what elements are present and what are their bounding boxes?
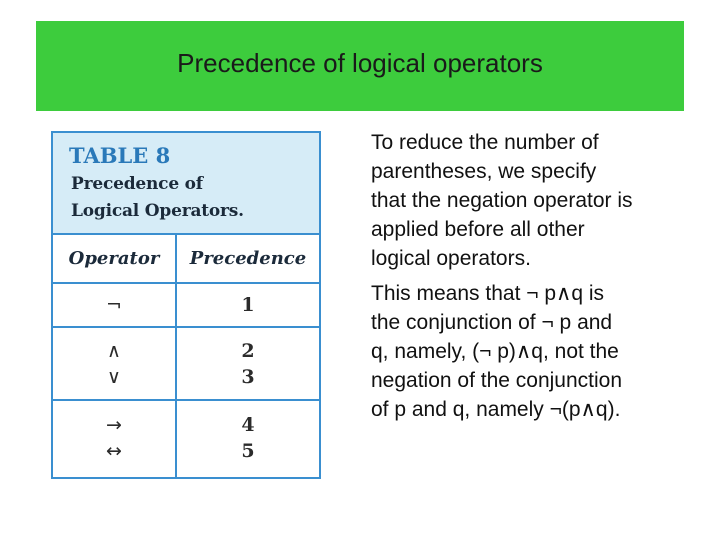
explanation-text [371,128,691,424]
table-caption [71,171,311,225]
column-header-precedence: Precedence [189,248,307,269]
precedence-value: 3 [241,366,255,388]
conjunction-icon: ∧ [107,340,121,362]
table-row-group [53,328,319,401]
precedence-value: 1 [241,294,255,316]
precedence-value: 4 [241,414,255,436]
table-row-group [53,401,319,479]
paragraph-example [371,279,691,424]
negation-icon: ¬ [106,294,122,316]
text-line: parentheses, we specify [371,160,597,183]
paragraph-negation-rule [371,128,691,273]
biconditional-icon: ↔ [106,440,122,462]
text-line: This means that ¬ p∧q is [371,282,605,305]
table-caption-line-2: Logical Operators. [71,201,244,221]
text-line: negation of the conjunction [371,369,623,392]
text-line: q, namely, (¬ p)∧q, not the [371,340,619,363]
text-line: the conjunction of ¬ p and [371,311,613,334]
table-header [53,133,319,235]
precedence-value: 5 [241,440,255,462]
table-caption-line-1: Precedence of [71,174,203,194]
text-line: applied before all other [371,218,585,241]
text-line: logical operators. [371,247,531,270]
precedence-value: 2 [241,340,255,362]
column-header-row [53,235,319,284]
precedence-table [51,131,321,479]
column-header-operator: Operator [68,248,160,269]
text-line: that the negation operator is [371,189,633,212]
slide-title: Precedence of logical operators [177,47,543,78]
text-line: To reduce the number of [371,131,599,154]
disjunction-icon: ∨ [107,366,121,388]
title-banner [36,21,684,111]
table-number: TABLE 8 [69,143,171,168]
implication-icon: → [106,414,122,436]
text-line: of p and q, namely ¬(p∧q). [371,398,621,421]
table-row-group [53,284,319,328]
